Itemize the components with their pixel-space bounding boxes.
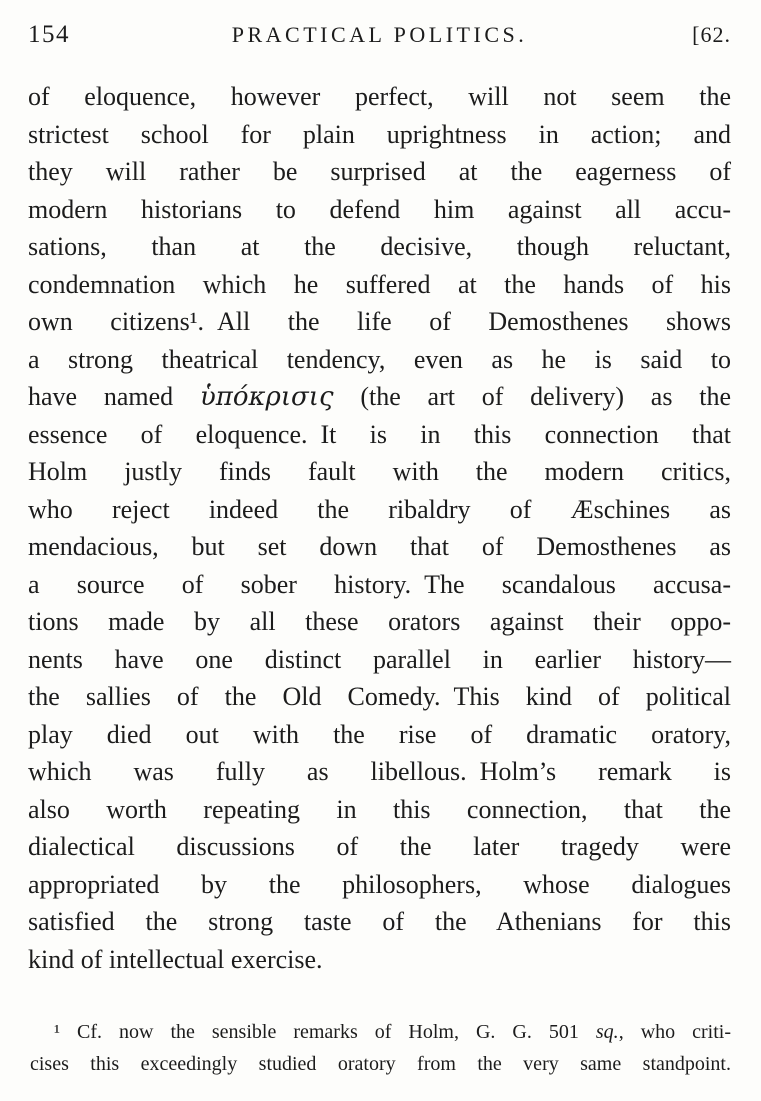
footnote: [30, 1016, 731, 1080]
body-line: a source of sober history. The scandalous accusa-: [28, 569, 731, 599]
body-text: [28, 78, 731, 978]
body-line: play died out with the rise of dramatic oratory,: [28, 719, 731, 749]
body-line: which was fully as libellous. Holm’s remark is: [28, 757, 731, 786]
body-line: own citizens¹. All the life of Demosthenes shows: [28, 307, 731, 336]
greek-term: ὑπόκρισις: [199, 382, 334, 412]
body-line: appropriated by the philosophers, whose dialogues: [28, 869, 731, 899]
body-line: satisfied the strong taste of the Athenians for this: [28, 907, 731, 936]
body-line: who reject indeed the ribaldry of Æschines as: [28, 494, 731, 524]
body-line: of eloquence, however perfect, will not seem the: [28, 82, 731, 111]
body-line: dialectical discussions of the later tragedy were: [28, 832, 731, 861]
body-line: sations, than at the decisive, though reluctant,: [28, 232, 731, 261]
body-line: they will rather be surprised at the eagerness of: [28, 157, 731, 186]
footnote-line: cises this exceedingly studied oratory from the very same standpoint.: [30, 1053, 731, 1075]
running-title: PRACTICAL POLITICS.: [231, 22, 528, 47]
page-number: 154: [28, 21, 70, 48]
body-line: have named ὑπόκρισις (the art of delivery) as the: [28, 382, 731, 412]
body-line: strictest school for plain uprightness in action; and: [28, 119, 731, 149]
body-line: a strong theatrical tendency, even as he is said to: [28, 344, 731, 374]
body-line: mendacious, but set down that of Demosthenes as: [28, 532, 731, 561]
body-line: nents have one distinct parallel in earlier history—: [28, 644, 731, 674]
body-line: modern historians to defend him against all accu-: [28, 194, 731, 224]
body-line: essence of eloquence. It is in this connection that: [28, 419, 731, 449]
section-marker: [62.: [692, 22, 731, 47]
body-line: Holm justly finds fault with the modern critics,: [28, 457, 731, 486]
body-line: kind of intellectual exercise.: [28, 944, 323, 974]
footnote-line: ¹ Cf. now the sensible remarks of Holm, G. G. 501 sq., who criti-: [54, 1021, 732, 1043]
body-line: also worth repeating in this connection, that the: [28, 794, 731, 824]
body-line: condemnation which he suffered at the hands of his: [28, 269, 731, 299]
page-header: [28, 21, 731, 49]
body-line: the sallies of the Old Comedy. This kind of political: [28, 682, 731, 711]
body-line: tions made by all these orators against their oppo-: [28, 607, 731, 636]
